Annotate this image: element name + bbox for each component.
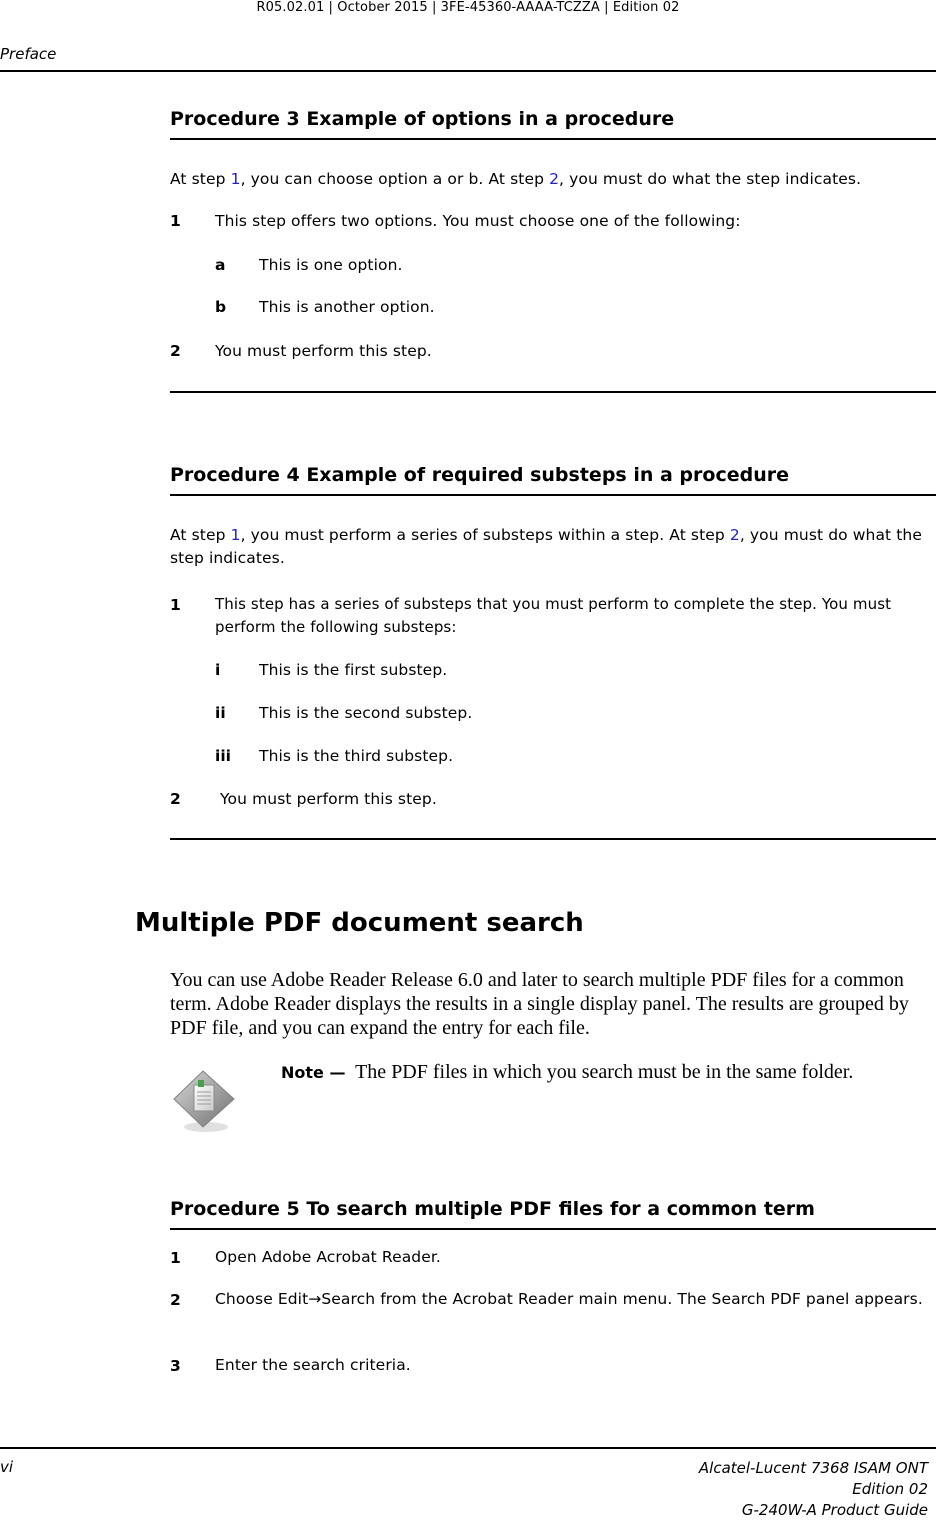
procedure-3-intro <box>170 168 936 191</box>
step-text: Enter the search criteria. <box>215 1356 411 1374</box>
substep-text: This is the first substep. <box>259 661 448 679</box>
substep-text: This is one option. <box>259 256 403 274</box>
footer-rule <box>0 1447 936 1449</box>
step-number: 3 <box>170 1357 181 1375</box>
section-paragraph: You can use Adobe Reader Release 6.0 and later to search multiple PDF files for a common term. Adobe Reader displays the results in a single display panel. The results are grouped by PDF file, and you can expand the entry for each file. <box>170 969 909 1039</box>
intro-text: At step <box>170 526 231 544</box>
step-text: Choose Edit→Search from the Acrobat Reader main menu. The Search PDF panel appears. <box>215 1290 923 1308</box>
footer-edition: Edition 02 <box>852 1480 928 1498</box>
procedure-3-end-rule <box>170 391 936 393</box>
procedure-4-end-rule <box>170 838 936 840</box>
substep-text: This is the second substep. <box>259 704 473 722</box>
intro-text: , you must do what the step indicates. <box>559 170 862 188</box>
step-2-link[interactable]: 2 <box>549 170 560 188</box>
substep-label: ii <box>215 704 226 722</box>
procedure-5-title-rule <box>170 1228 936 1230</box>
intro-text: , you must perform a series of substeps within a step. At step <box>240 526 730 544</box>
step-text: This step offers two options. You must choose one of the following: <box>215 212 741 230</box>
procedure-4-title: Procedure 4 Example of required substeps in a procedure <box>170 464 789 486</box>
step-number: 1 <box>170 596 181 614</box>
step-number: 2 <box>170 342 181 360</box>
procedure-5-title: Procedure 5 To search multiple PDF files for a common term <box>170 1198 815 1220</box>
substep-label: i <box>215 661 221 679</box>
step-text: You must perform this step. <box>215 342 432 360</box>
page-number: vi <box>0 1458 14 1476</box>
step-text: Open Adobe Acrobat Reader. <box>215 1248 441 1266</box>
section-title: Multiple PDF document search <box>135 908 584 938</box>
footer-guide: G-240W-A Product Guide <box>741 1501 928 1519</box>
note-label: Note — <box>281 1063 346 1082</box>
intro-text: , you can choose option a or b. At step <box>240 170 550 188</box>
note-body: The PDF files in which you search must be in the same folder. <box>355 1061 854 1083</box>
procedure-4-title-rule <box>170 494 936 496</box>
step-text: You must perform this step. <box>215 790 437 808</box>
note-document-icon <box>170 1065 240 1135</box>
intro-text: , you must do what the step indicates. <box>170 526 922 567</box>
footer-product: Alcatel-Lucent 7368 ISAM ONT <box>698 1459 928 1477</box>
step-number: 1 <box>170 1249 181 1267</box>
step-1-link[interactable]: 1 <box>230 170 241 188</box>
step-1-link[interactable]: 1 <box>230 526 241 544</box>
substep-label: a <box>215 256 226 274</box>
footer-product-info <box>699 1458 928 1521</box>
step-number: 2 <box>170 1291 181 1309</box>
procedure-3-title: Procedure 3 Example of options in a procedure <box>170 108 675 130</box>
substep-text: This is another option. <box>259 298 435 316</box>
step-number: 2 <box>170 790 181 808</box>
document-meta-line: R05.02.01 | October 2015 | 3FE-45360-AAAA-TCZZA | Edition 02 <box>256 0 680 15</box>
substep-label: iii <box>215 747 231 765</box>
intro-text: At step <box>170 170 231 188</box>
step-number: 1 <box>170 212 181 230</box>
substep-text: This is the third substep. <box>259 747 454 765</box>
header-rule <box>0 70 936 72</box>
running-head: Preface <box>0 45 57 63</box>
note-text <box>281 1060 901 1085</box>
step-text: This step has a series of substeps that you must perform to complete the step. You must perform the following substeps: <box>215 595 892 636</box>
substep-label: b <box>215 298 227 316</box>
procedure-3-title-rule <box>170 138 936 140</box>
procedure-4-intro <box>170 524 936 570</box>
step-2-link[interactable]: 2 <box>729 526 740 544</box>
